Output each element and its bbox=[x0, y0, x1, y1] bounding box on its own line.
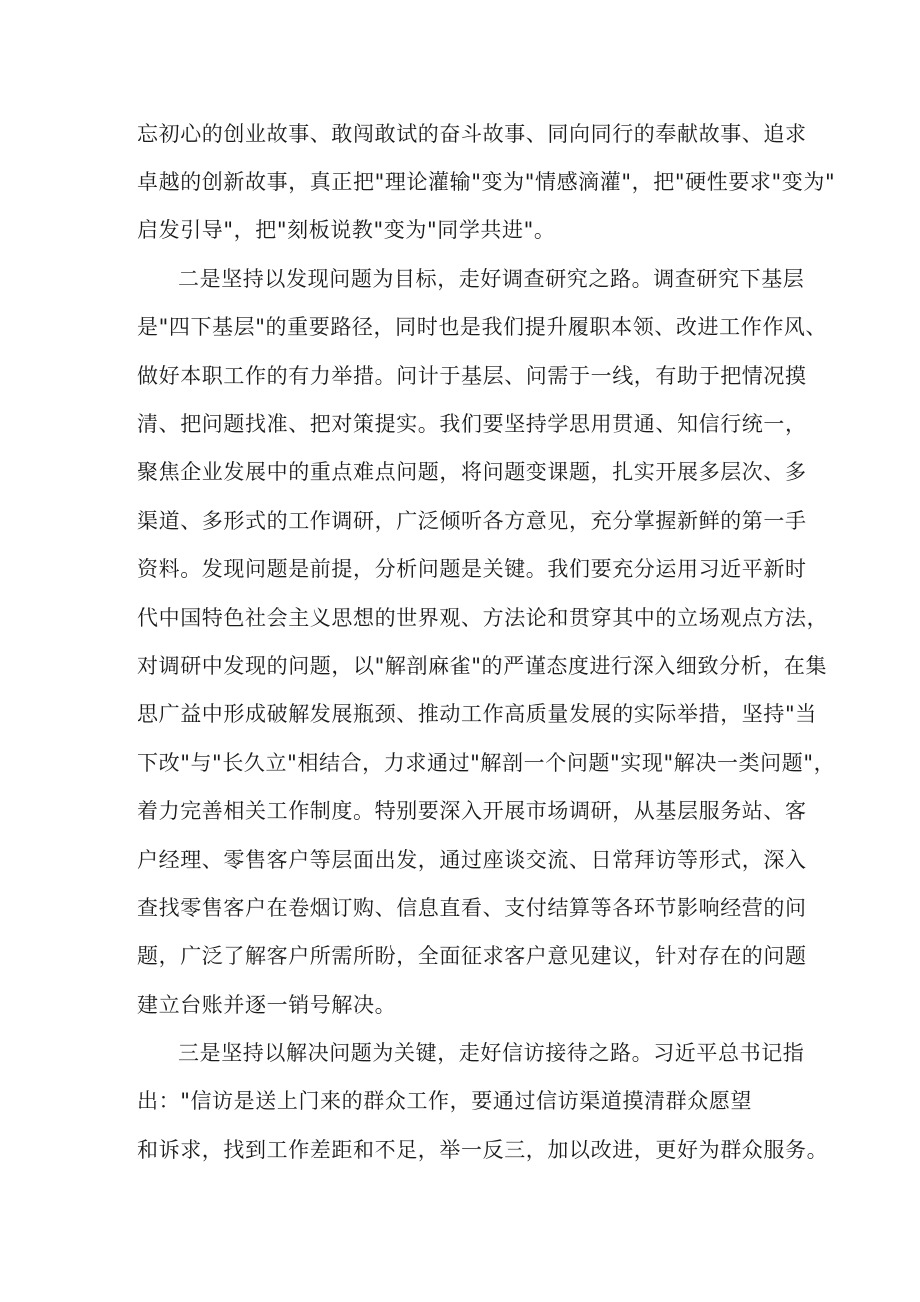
text-line: 资料。发现问题是前提，分析问题是关键。我们要充分运用习近平新时 bbox=[137, 557, 807, 581]
text-line: 下改"与"长久立"相结合，力求通过"解剖一个问题"实现"解决一类问题"， bbox=[137, 751, 836, 775]
text-line: 代中国特色社会主义思想的世界观、方法论和贯穿其中的立场观点方法， bbox=[137, 606, 829, 630]
text-line: 和诉求，找到工作差距和不足，举一反三，加以改进，更好为群众服务。 bbox=[137, 1138, 829, 1162]
text-line: 渠道、多形式的工作调研，广泛倾听各方意见，充分掌握新鲜的第一手 bbox=[137, 509, 807, 533]
text-line: 建立台账并逐一销号解决。 bbox=[137, 993, 397, 1017]
text-line: 出："信访是送上门来的群众工作，要通过信访渠道摸清群众愿望 bbox=[137, 1089, 753, 1113]
paragraph-start-line: 三是坚持以解决问题为关键，走好信访接待之路。习近平总书记指 bbox=[178, 1041, 805, 1065]
text-line: 题，广泛了解客户所需所盼，全面征求客户意见建议，针对存在的问题 bbox=[137, 944, 807, 968]
text-line: 清、把问题找准、把对策提实。我们要坚持学思用贯通、知信行统一， bbox=[137, 412, 807, 436]
text-line: 聚焦企业发展中的重点难点问题，将问题变课题，扎实开展多层次、多 bbox=[137, 460, 807, 484]
text-line: 卓越的创新故事，真正把"理论灌输"变为"情感滴灌"，把"硬性要求"变为" bbox=[137, 170, 836, 194]
text-line: 忘初心的创业故事、敢闯敢试的奋斗故事、同向同行的奉献故事、追求 bbox=[137, 122, 807, 146]
text-line: 户经理、零售客户等层面出发，通过座谈交流、日常拜访等形式，深入 bbox=[137, 848, 807, 872]
text-line: 思广益中形成破解发展瓶颈、推动工作高质量发展的实际举措，坚持"当 bbox=[137, 702, 817, 726]
text-line: 是"四下基层"的重要路径，同时也是我们提升履职本领、改进工作作风、 bbox=[137, 315, 828, 339]
text-line: 着力完善相关工作制度。特别要深入开展市场调研，从基层服务站、客 bbox=[137, 799, 807, 823]
text-line: 对调研中发现的问题，以"解剖麻雀"的严谨态度进行深入细致分析，在集 bbox=[137, 654, 828, 678]
text-line: 查找零售客户在卷烟订购、信息直看、支付结算等各环节影响经营的问 bbox=[137, 896, 807, 920]
text-line: 启发引导"，把"刻板说教"变为"同学共进"。 bbox=[137, 218, 556, 242]
text-line: 做好本职工作的有力举措。问计于基层、问需于一线，有助于把情况摸 bbox=[137, 364, 807, 388]
paragraph-start-line: 二是坚持以发现问题为目标，走好调查研究之路。调查研究下基层 bbox=[178, 267, 805, 291]
